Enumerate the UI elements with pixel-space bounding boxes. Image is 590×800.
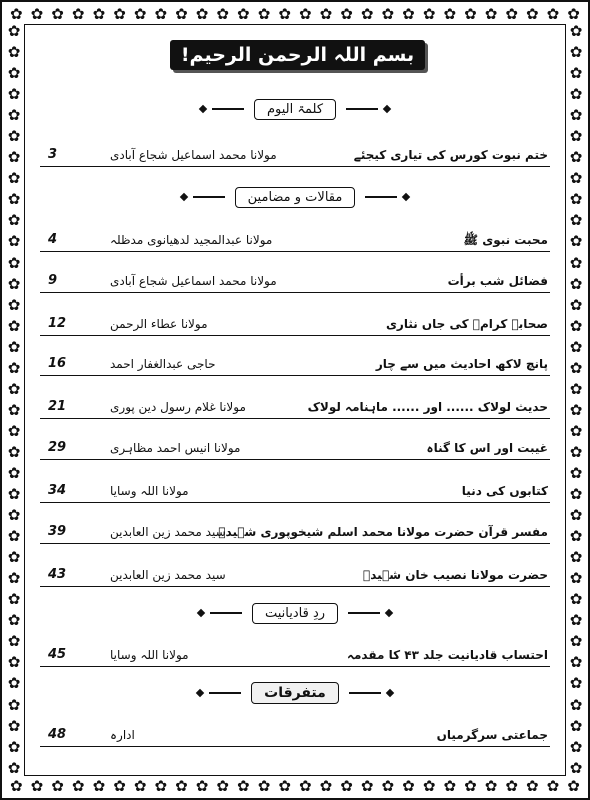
entry-page-number: 34 [48,483,67,498]
flower-ornament-icon: ✿ [422,776,436,795]
flower-ornament-icon: ✿ [569,148,583,167]
flower-ornament-icon: ✿ [7,653,21,672]
flower-ornament-icon: ✿ [7,527,21,546]
flower-ornament-icon: ✿ [546,776,560,795]
section-heading-radd-e-qadianiyat [0,600,590,630]
entry-title: ختم نبوت کورس کی تیاری کیجئے [353,148,548,162]
flower-ornament-icon: ✿ [257,776,271,795]
entry-author: حاجی عبدالغفار احمد [110,357,216,371]
flower-ornament-icon: ✿ [7,611,21,630]
ornament-line [210,612,242,614]
flower-ornament-icon: ✿ [569,337,583,356]
flower-ornament-icon: ✿ [7,337,21,356]
flower-ornament-icon: ✿ [569,358,583,377]
ornament-line [349,692,381,694]
flower-ornament-icon: ✿ [7,695,21,714]
flower-ornament-icon: ✿ [443,776,457,795]
flower-ornament-icon: ✿ [7,295,21,314]
entry-page-number: 21 [48,399,67,414]
flower-ornament-icon: ✿ [7,148,21,167]
flower-ornament-icon: ✿ [526,776,539,795]
flower-ornament-icon: ✿ [7,64,21,83]
flower-ornament-icon: ✿ [569,695,583,714]
flower-ornament-icon: ✿ [7,358,21,377]
flower-ornament-icon: ✿ [569,653,583,672]
flower-ornament-icon: ✿ [569,485,583,504]
flower-ornament-icon: ✿ [360,776,374,795]
ornament-dot-icon [197,609,205,617]
flower-ornament-icon: ✿ [7,85,21,104]
toc-entry[interactable] [40,523,550,544]
toc-entry[interactable] [40,482,550,503]
ornament-dot-icon [386,689,394,697]
flower-ornament-icon: ✿ [7,463,21,482]
flower-ornament-icon: ✿ [569,295,583,314]
flower-ornament-icon: ✿ [567,776,580,795]
entry-title: صحابہ کرامؓ کی جاں نثاری [385,317,548,331]
flower-ornament-icon: ✿ [7,22,21,40]
flower-ornament-icon: ✿ [7,421,21,440]
border-left-flowers [4,24,24,776]
flower-ornament-icon: ✿ [569,758,583,777]
flower-ornament-icon: ✿ [195,4,209,23]
section-label: کلمۃ الیوم [254,99,336,120]
flower-ornament-icon: ✿ [381,776,395,795]
flower-ornament-icon: ✿ [569,274,583,293]
flower-ornament-icon: ✿ [443,4,457,23]
entry-page-number: 3 [48,147,58,162]
flower-ornament-icon: ✿ [71,776,85,795]
flower-ornament-icon: ✿ [237,776,250,795]
entry-title: حضرت مولانا نصیب خان شہیدؒ [363,568,548,582]
flower-ornament-icon: ✿ [7,590,21,609]
flower-ornament-icon: ✿ [7,43,21,62]
flower-ornament-icon: ✿ [7,485,21,504]
flower-ornament-icon: ✿ [569,674,583,693]
toc-entry[interactable] [40,398,550,419]
flower-ornament-icon: ✿ [7,506,21,525]
flower-ornament-icon: ✿ [569,632,583,651]
ornament-line [365,196,397,198]
entry-page-number: 45 [48,647,67,662]
section-heading-maqalat [0,184,590,210]
flower-ornament-icon: ✿ [278,4,291,23]
toc-entry[interactable] [40,272,550,293]
toc-entry[interactable] [40,146,550,167]
flower-ornament-icon: ✿ [7,716,21,735]
entry-page-number: 9 [48,273,58,288]
flower-ornament-icon: ✿ [92,4,106,23]
ornament-line [346,108,378,110]
entry-page-number: 12 [48,316,67,331]
ornament-dot-icon [383,105,391,113]
flower-ornament-icon: ✿ [7,106,21,125]
flower-ornament-icon: ✿ [237,4,250,23]
ornament-dot-icon [179,193,187,201]
entry-author: مولانا اللہ وسایا [110,648,189,662]
flower-ornament-icon: ✿ [7,674,21,693]
entry-author: سید محمد زین العابدین [110,568,226,582]
toc-entry[interactable] [40,566,550,587]
entry-title: محبت نبوی ﷺ [463,233,548,247]
flower-ornament-icon: ✿ [569,22,583,40]
ornament-line [348,612,380,614]
flower-ornament-icon: ✿ [569,737,583,756]
flower-ornament-icon: ✿ [92,776,106,795]
flower-ornament-icon: ✿ [298,776,312,795]
flower-ornament-icon: ✿ [464,4,477,23]
entry-author: مولانا عطاء الرحمن [110,317,208,331]
flower-ornament-icon: ✿ [7,632,21,651]
entry-author: مولانا عبدالمجید لدھیانوی مدظلہ [110,233,273,247]
border-top-flowers [10,4,580,24]
flower-ornament-icon: ✿ [569,169,583,188]
flower-ornament-icon: ✿ [7,442,21,461]
flower-ornament-icon: ✿ [278,776,291,795]
flower-ornament-icon: ✿ [484,4,498,23]
flower-ornament-icon: ✿ [569,527,583,546]
flower-ornament-icon: ✿ [340,776,353,795]
flower-ornament-icon: ✿ [133,776,147,795]
flower-ornament-icon: ✿ [7,190,21,209]
flower-ornament-icon: ✿ [175,776,188,795]
flower-ornament-icon: ✿ [51,776,64,795]
flower-ornament-icon: ✿ [71,4,85,23]
flower-ornament-icon: ✿ [340,4,353,23]
ornament-line [212,108,244,110]
toc-entry[interactable] [40,315,550,336]
flower-ornament-icon: ✿ [569,611,583,630]
flower-ornament-icon: ✿ [402,4,415,23]
flower-ornament-icon: ✿ [569,569,583,588]
entry-title: احتساب قادیانیت جلد ۴۳ کا مقدمہ [346,648,548,662]
flower-ornament-icon: ✿ [154,4,168,23]
flower-ornament-icon: ✿ [195,776,209,795]
flower-ornament-icon: ✿ [257,4,271,23]
flower-ornament-icon: ✿ [567,4,580,23]
ornament-dot-icon [196,689,204,697]
entry-page-number: 16 [48,356,67,371]
toc-entry[interactable] [40,355,550,376]
entry-title: غیبت اور اس کا گناہ [426,441,548,455]
ornament-dot-icon [385,609,393,617]
flower-ornament-icon: ✿ [7,253,21,272]
flower-ornament-icon: ✿ [569,442,583,461]
flower-ornament-icon: ✿ [30,776,44,795]
ornament-line [193,196,225,198]
flower-ornament-icon: ✿ [569,211,583,230]
flower-ornament-icon: ✿ [569,127,583,146]
entry-author: سید محمد زین العابدین [110,525,226,539]
flower-ornament-icon: ✿ [464,776,477,795]
entry-title: فضائل شب برأت [447,274,548,288]
flower-ornament-icon: ✿ [422,4,436,23]
entry-author: مولانا انیس احمد مظاہری [110,441,241,455]
flower-ornament-icon: ✿ [546,4,560,23]
flower-ornament-icon: ✿ [7,232,21,251]
flower-ornament-icon: ✿ [7,737,21,756]
flower-ornament-icon: ✿ [7,379,21,398]
flower-ornament-icon: ✿ [7,548,21,567]
entry-author: مولانا اللہ وسایا [110,484,189,498]
flower-ornament-icon: ✿ [7,758,21,777]
flower-ornament-icon: ✿ [7,316,21,335]
flower-ornament-icon: ✿ [505,4,518,23]
flower-ornament-icon: ✿ [505,776,518,795]
flower-ornament-icon: ✿ [7,274,21,293]
flower-ornament-icon: ✿ [381,4,395,23]
flower-ornament-icon: ✿ [402,776,415,795]
section-heading-mutafarriqat [0,680,590,706]
flower-ornament-icon: ✿ [569,506,583,525]
flower-ornament-icon: ✿ [569,590,583,609]
flower-ornament-icon: ✿ [569,316,583,335]
entry-author: ادارہ [110,728,135,742]
flower-ornament-icon: ✿ [175,4,188,23]
flower-ornament-icon: ✿ [30,4,44,23]
flower-ornament-icon: ✿ [569,716,583,735]
entry-title: مفسر قرآن حضرت مولانا محمد اسلم شیخوپوری شہیدؒ [218,525,548,539]
flower-ornament-icon: ✿ [216,4,229,23]
border-bottom-flowers [10,776,580,796]
entry-page-number: 4 [48,232,58,247]
entry-page-number: 29 [48,440,67,455]
flower-ornament-icon: ✿ [51,4,64,23]
flower-ornament-icon: ✿ [154,776,168,795]
flower-ornament-icon: ✿ [569,190,583,209]
entry-page-number: 48 [48,727,67,742]
section-label: ردِ قادیانیت [252,603,338,624]
flower-ornament-icon: ✿ [484,776,498,795]
flower-ornament-icon: ✿ [526,4,539,23]
flower-ornament-icon: ✿ [569,253,583,272]
entry-title: پانچ لاکھ احادیث میں سے چار [375,357,548,371]
toc-entry[interactable] [40,646,550,667]
flower-ornament-icon: ✿ [133,4,147,23]
section-heading-kalimatul-yaum [0,96,590,125]
flower-ornament-icon: ✿ [569,232,583,251]
entry-page-number: 43 [48,567,67,582]
entry-author: مولانا محمد اسماعیل شجاع آبادی [110,274,277,288]
ornament-dot-icon [402,193,410,201]
section-label: متفرقات [251,682,339,704]
flower-ornament-icon: ✿ [360,4,374,23]
toc-entry[interactable] [40,726,550,747]
flower-ornament-icon: ✿ [7,127,21,146]
entry-author: مولانا غلام رسول دین پوری [110,400,246,414]
flower-ornament-icon: ✿ [113,4,126,23]
section-label: مقالات و مضامین [235,187,356,208]
entry-title: جماعتی سرگرمیاں [436,728,548,742]
toc-entry[interactable] [40,439,550,460]
entry-title: کتابوں کی دنیا [461,484,548,498]
flower-ornament-icon: ✿ [569,64,583,83]
toc-entry[interactable] [40,231,550,252]
flower-ornament-icon: ✿ [569,400,583,419]
ornament-line [209,692,241,694]
flower-ornament-icon: ✿ [216,776,229,795]
entry-page-number: 39 [48,524,67,539]
flower-ornament-icon: ✿ [569,43,583,62]
flower-ornament-icon: ✿ [569,379,583,398]
flower-ornament-icon: ✿ [10,4,23,23]
flower-ornament-icon: ✿ [319,776,333,795]
flower-ornament-icon: ✿ [569,106,583,125]
flower-ornament-icon: ✿ [7,569,21,588]
flower-ornament-icon: ✿ [319,4,333,23]
entry-author: مولانا محمد اسماعیل شجاع آبادی [110,148,277,162]
flower-ornament-icon: ✿ [113,776,126,795]
bismillah-banner: بسم اللہ الرحمن الرحیم! [170,40,425,70]
flower-ornament-icon: ✿ [569,421,583,440]
flower-ornament-icon: ✿ [7,400,21,419]
flower-ornament-icon: ✿ [569,548,583,567]
ornament-dot-icon [199,105,207,113]
flower-ornament-icon: ✿ [569,463,583,482]
border-right-flowers [566,24,586,776]
flower-ornament-icon: ✿ [7,169,21,188]
flower-ornament-icon: ✿ [10,776,23,795]
entry-title: حدیث لولاک ...... اور ...... ماہنامہ لولاک [307,400,548,414]
flower-ornament-icon: ✿ [569,85,583,104]
flower-ornament-icon: ✿ [298,4,312,23]
flower-ornament-icon: ✿ [7,211,21,230]
